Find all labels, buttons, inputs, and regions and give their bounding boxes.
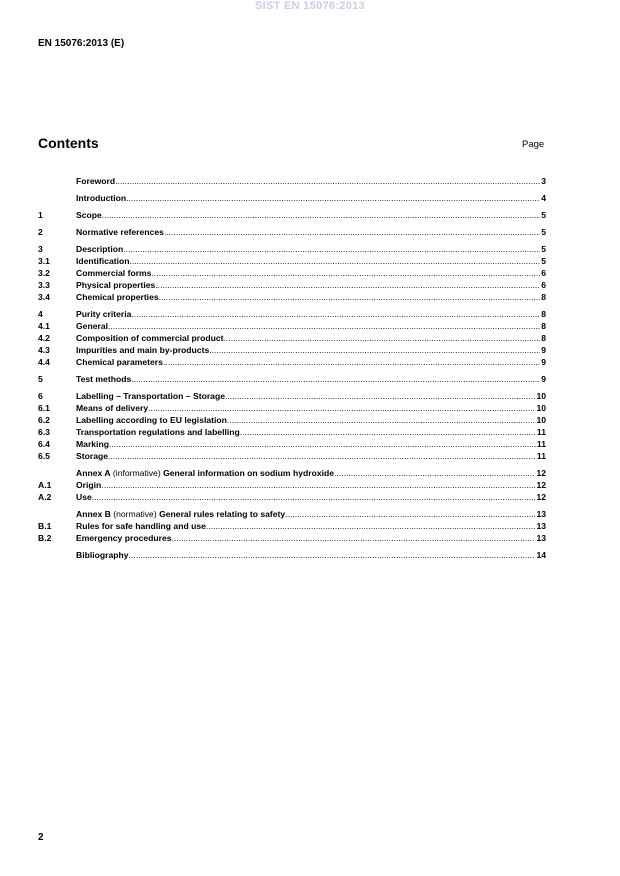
toc-entry-number: 6.3 — [38, 427, 50, 437]
toc-entry[interactable] — [38, 520, 546, 532]
toc-entry-page: 3 — [541, 176, 546, 186]
toc-entry[interactable] — [38, 255, 546, 267]
toc-dot-leader — [225, 390, 535, 402]
toc-entry[interactable] — [38, 267, 546, 279]
toc-entry[interactable] — [38, 414, 546, 426]
toc-entry-title — [76, 279, 155, 291]
toc-entry-title — [76, 450, 108, 462]
toc-entry-page: 8 — [541, 333, 546, 343]
toc-entry-number: 6.1 — [38, 403, 50, 413]
toc-entry[interactable] — [38, 390, 546, 402]
toc-entry-title — [76, 402, 148, 414]
toc-entry-page: 12 — [536, 468, 546, 478]
toc-dot-leader — [240, 426, 536, 438]
toc-entry-number: 4.4 — [38, 357, 50, 367]
toc-entry-number: 4.3 — [38, 345, 50, 355]
toc-dot-leader — [285, 508, 535, 520]
toc-entry-title-text: Emergency procedures — [76, 533, 172, 543]
toc-entry-title-text: Storage — [76, 451, 108, 461]
toc-entry-title-text: Labelling – Transportation – Storage — [76, 391, 225, 401]
toc-entry-page: 13 — [536, 521, 546, 531]
toc-entry-page: 8 — [541, 321, 546, 331]
toc-entry-page: 5 — [541, 210, 546, 220]
toc-entry-title — [76, 467, 334, 479]
toc-entry-number: 1 — [38, 210, 43, 220]
toc-entry-title-text: Identification — [76, 256, 130, 266]
toc-entry[interactable] — [38, 209, 546, 221]
toc-entry-title-text: Use — [76, 492, 92, 502]
toc-dot-leader — [115, 175, 540, 187]
toc-entry-title — [76, 479, 101, 491]
toc-entry-number: 3.3 — [38, 280, 50, 290]
toc-entry-title-text: Impurities and main by-products — [76, 345, 210, 355]
toc-entry-title-text: Description — [76, 244, 124, 254]
toc-entry-page: 11 — [536, 451, 546, 461]
toc-entry-annex-title: General rules relating to safety — [159, 509, 286, 519]
toc-entry-title — [76, 255, 129, 267]
toc-entry-title-text: Physical properties — [76, 280, 156, 290]
toc-entry-title — [76, 344, 209, 356]
watermark: SIST EN 15076:2013 — [255, 0, 365, 12]
toc-entry[interactable] — [38, 402, 546, 414]
toc-entry[interactable] — [38, 426, 546, 438]
toc-entry[interactable] — [38, 479, 546, 491]
toc-entry-title-text: Test methods — [76, 374, 132, 384]
toc-dot-leader — [159, 291, 541, 303]
toc-entry-number: 4.1 — [38, 321, 50, 331]
toc-entry-title — [76, 426, 240, 438]
toc-dot-leader — [172, 532, 536, 544]
toc-entry-title-text: General — [76, 321, 109, 331]
toc-entry[interactable] — [38, 373, 546, 385]
toc-entry-number: 6 — [38, 391, 43, 401]
toc-entry-title-text: Marking — [76, 439, 109, 449]
toc-entry-page: 4 — [541, 193, 546, 203]
toc-dot-leader — [101, 479, 535, 491]
toc-entry-number: 3.1 — [38, 256, 50, 266]
toc-entry[interactable] — [38, 549, 546, 561]
toc-entry-number: 6.4 — [38, 439, 50, 449]
toc-entry-number: 4.2 — [38, 333, 50, 343]
toc-entry-page: 11 — [536, 427, 546, 437]
toc-entry-title-text: Origin — [76, 480, 102, 490]
toc-entry-number: A.2 — [38, 492, 52, 502]
toc-entry[interactable] — [38, 491, 546, 503]
toc-entry-annex-type: (informative) — [110, 468, 164, 478]
toc-entry-title-text: Introduction — [76, 193, 127, 203]
page-number: 2 — [38, 832, 44, 843]
toc-entry-number: 3.2 — [38, 268, 50, 278]
toc-entry-number: 6.5 — [38, 451, 50, 461]
toc-dot-leader — [131, 308, 540, 320]
toc-dot-leader — [92, 491, 536, 503]
toc-entry-page: 6 — [541, 268, 546, 278]
contents-heading: Contents — [38, 135, 99, 151]
toc-entry-title — [76, 390, 225, 402]
toc-entry-title — [76, 175, 115, 187]
toc-entry-number: B.2 — [38, 533, 52, 543]
toc-entry[interactable] — [38, 356, 546, 368]
toc-dot-leader — [129, 549, 536, 561]
toc-entry[interactable] — [38, 438, 546, 450]
toc-entry-page: 12 — [536, 480, 546, 490]
toc-entry-title — [76, 520, 206, 532]
toc-entry-title — [76, 532, 172, 544]
toc-entry[interactable] — [38, 450, 546, 462]
toc-entry-page: 10 — [536, 415, 546, 425]
toc-entry-title-text: Composition of commercial product — [76, 333, 224, 343]
toc-entry-page: 11 — [536, 439, 546, 449]
toc-entry-number: 6.2 — [38, 415, 50, 425]
toc-entry-title-text: Means of delivery — [76, 403, 149, 413]
toc-dot-leader — [108, 450, 536, 462]
toc-dot-leader — [224, 332, 541, 344]
toc-entry[interactable] — [38, 508, 546, 520]
toc-entry-page: 9 — [541, 374, 546, 384]
toc-entry-annex-type: (normative) — [110, 509, 160, 519]
toc-entry-page: 10 — [536, 403, 546, 413]
toc-entry-page: 5 — [541, 256, 546, 266]
toc-entry-page: 9 — [541, 345, 546, 355]
toc-entry[interactable] — [38, 175, 546, 187]
toc-dot-leader — [151, 267, 540, 279]
toc-entry-title — [76, 243, 123, 255]
toc-dot-leader — [334, 467, 535, 479]
toc-dot-leader — [126, 192, 540, 204]
toc-entry-page: 6 — [541, 280, 546, 290]
toc-entry-title-text: Transportation regulations and labelling — [76, 427, 240, 437]
toc-entry-title — [76, 491, 92, 503]
toc-entry[interactable] — [38, 291, 546, 303]
toc-entry[interactable] — [38, 226, 546, 238]
toc-entry[interactable] — [38, 332, 546, 344]
toc-entry-number: 2 — [38, 227, 43, 237]
toc-dot-leader — [131, 373, 540, 385]
toc-dot-leader — [129, 255, 540, 267]
toc-entry[interactable] — [38, 279, 546, 291]
toc-dot-leader — [155, 279, 540, 291]
toc-entry-title-text: Annex B — [76, 509, 111, 519]
toc-entry-title — [76, 320, 108, 332]
toc-entry-title — [76, 549, 129, 561]
document-id: EN 15076:2013 (E) — [38, 38, 125, 49]
toc-entry-page: 5 — [541, 244, 546, 254]
toc-entry-title-text: Purity criteria — [76, 309, 132, 319]
toc-entry-title — [76, 356, 163, 368]
toc-entry-page: 13 — [536, 509, 546, 519]
toc-entry-title — [76, 438, 109, 450]
toc-entry[interactable] — [38, 532, 546, 544]
toc-entry-number: A.1 — [38, 480, 52, 490]
toc-entry-title — [76, 308, 131, 320]
toc-entry-title — [76, 226, 164, 238]
toc-entry-title-text: Rules for safe handling and use — [76, 521, 206, 531]
toc-entry-title — [76, 192, 126, 204]
toc-entry-page: 12 — [536, 492, 546, 502]
toc-entry-number: 4 — [38, 309, 43, 319]
toc-entry[interactable] — [38, 344, 546, 356]
toc-entry[interactable] — [38, 320, 546, 332]
toc-entry-title-text: Chemical properties — [76, 292, 159, 302]
toc-entry-title-text: Normative references — [76, 227, 164, 237]
toc-entry-title-text: Scope — [76, 210, 102, 220]
toc-dot-leader — [163, 356, 540, 368]
toc-dot-leader — [227, 414, 536, 426]
toc-entry-number: 3.4 — [38, 292, 50, 302]
toc-entry-page: 8 — [541, 309, 546, 319]
table-of-contents — [38, 175, 546, 561]
toc-entry-page: 5 — [541, 227, 546, 237]
toc-entry[interactable] — [38, 192, 546, 204]
toc-entry-title — [76, 508, 285, 520]
toc-entry-number: B.1 — [38, 521, 52, 531]
toc-entry-title-text: Foreword — [76, 176, 116, 186]
toc-dot-leader — [108, 320, 540, 332]
toc-dot-leader — [148, 402, 535, 414]
toc-entry-title — [76, 332, 224, 344]
toc-dot-leader — [164, 226, 540, 238]
toc-entry[interactable] — [38, 243, 546, 255]
toc-dot-leader — [209, 344, 540, 356]
toc-dot-leader — [206, 520, 536, 532]
toc-entry-number: 3 — [38, 244, 43, 254]
toc-entry-title — [76, 209, 102, 221]
toc-entry-annex-title: General information on sodium hydroxide — [163, 468, 335, 478]
toc-entry[interactable] — [38, 467, 546, 479]
toc-entry-title — [76, 267, 151, 279]
toc-entry-title-text: Commercial forms — [76, 268, 152, 278]
toc-entry-title-text: Annex A — [76, 468, 111, 478]
toc-dot-leader — [102, 209, 540, 221]
toc-entry-page: 9 — [541, 357, 546, 367]
toc-entry-page: 10 — [536, 391, 546, 401]
toc-entry-number: 5 — [38, 374, 43, 384]
toc-entry-title-text: Chemical parameters — [76, 357, 163, 367]
toc-entry[interactable] — [38, 308, 546, 320]
toc-entry-title — [76, 291, 159, 303]
toc-entry-page: 8 — [541, 292, 546, 302]
toc-dot-leader — [123, 243, 540, 255]
toc-dot-leader — [109, 438, 536, 450]
toc-entry-title — [76, 414, 227, 426]
toc-entry-title-text: Labelling according to EU legislation — [76, 415, 227, 425]
toc-entry-page: 14 — [536, 550, 546, 560]
toc-entry-page: 13 — [536, 533, 546, 543]
page-column-label: Page — [522, 139, 545, 150]
toc-entry-title — [76, 373, 131, 385]
toc-entry-title-text: Bibliography — [76, 550, 129, 560]
